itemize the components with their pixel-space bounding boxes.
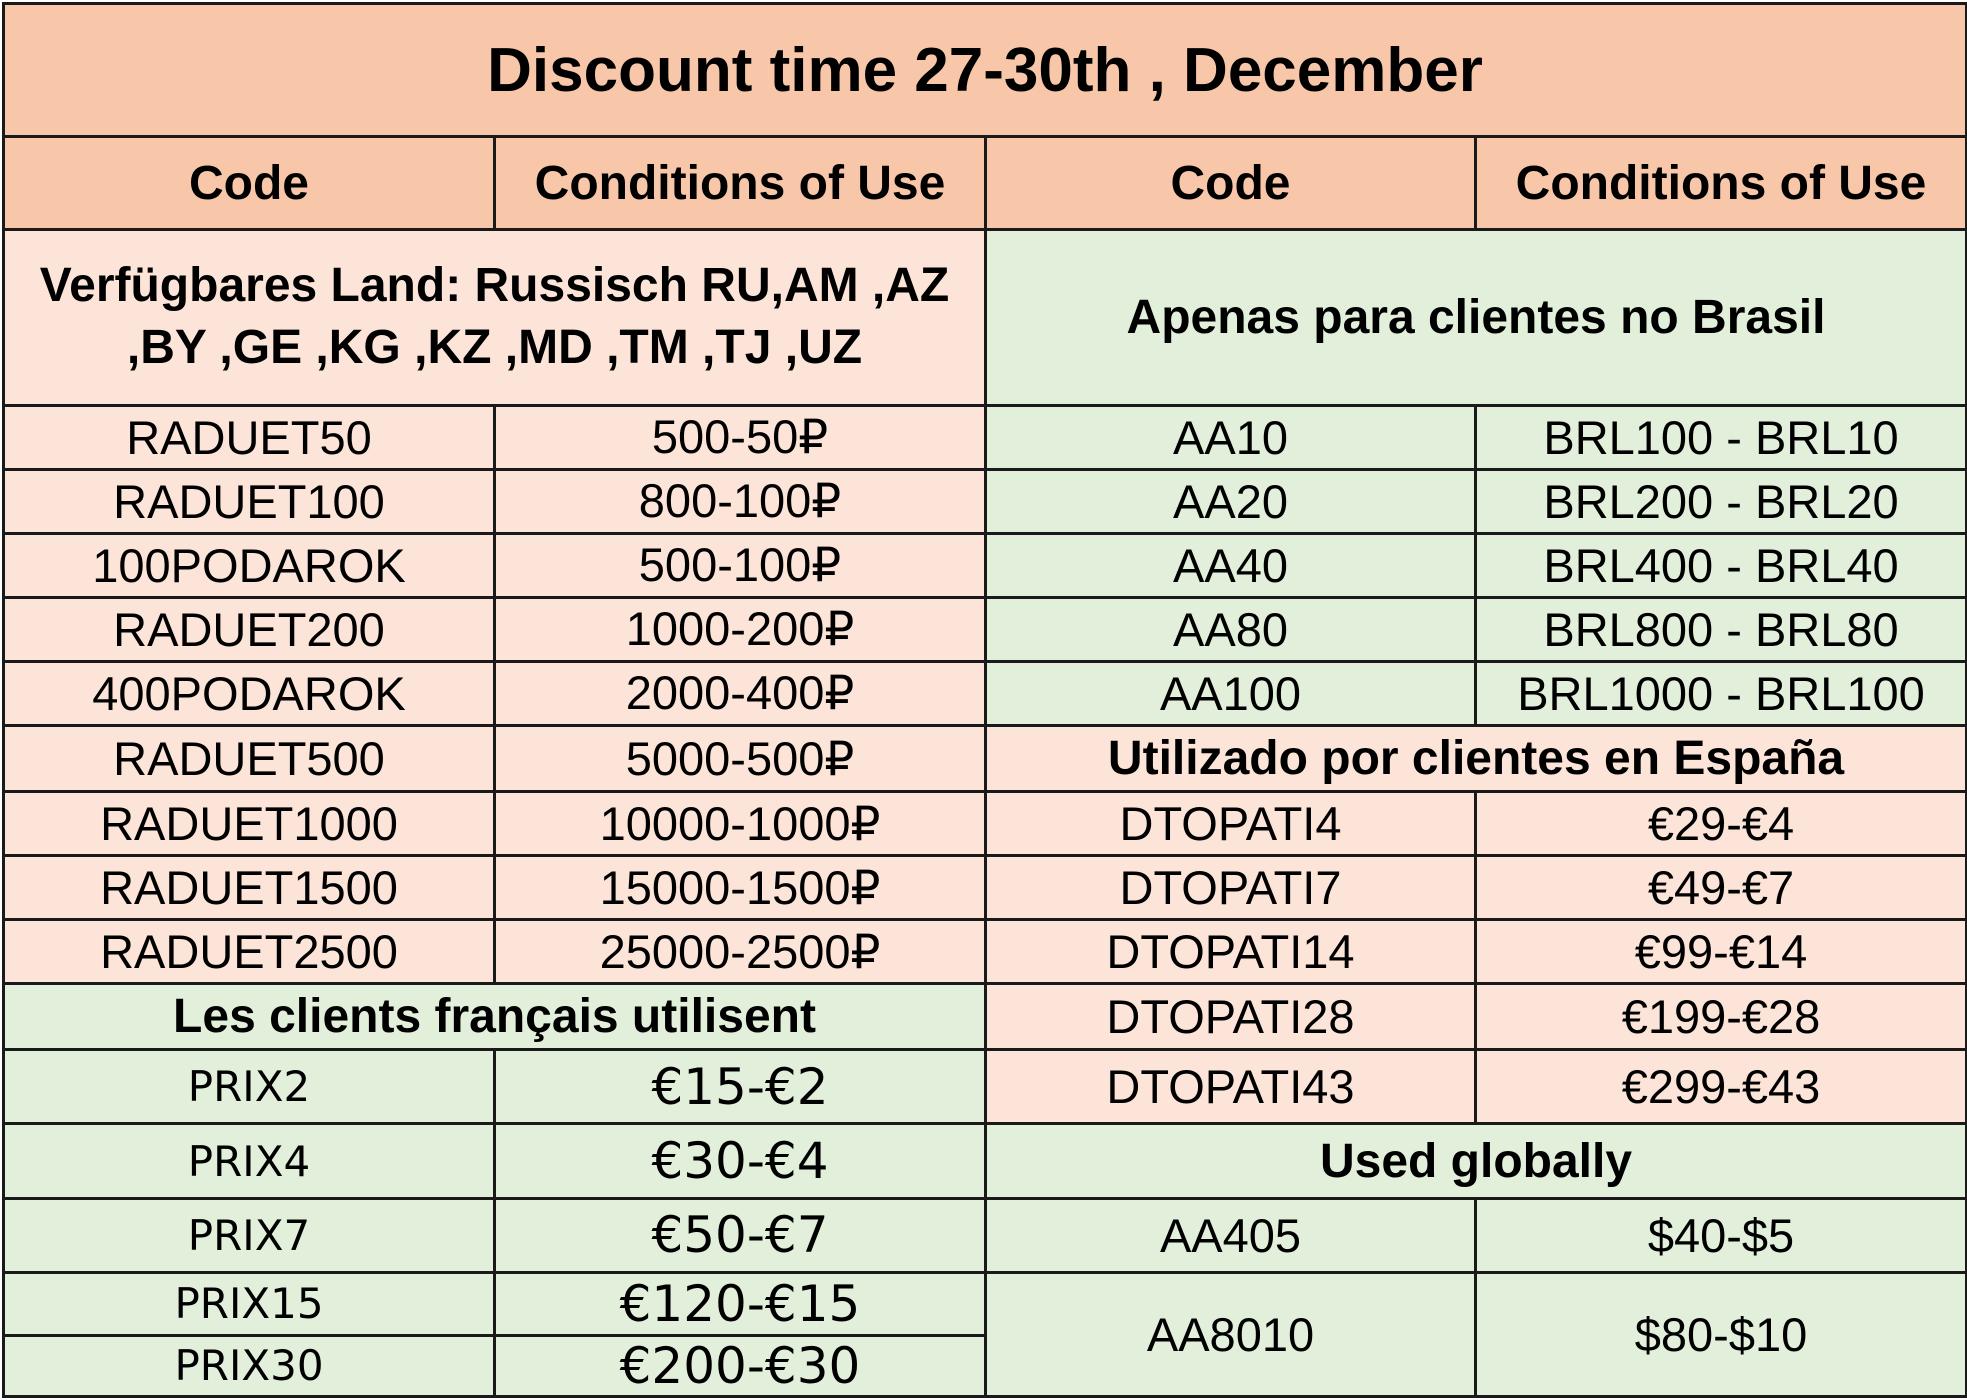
spain-code: DTOPATI28: [986, 984, 1476, 1050]
russia-code: 100PODAROK: [4, 533, 495, 597]
global-condition: $80-$10: [1476, 1272, 1967, 1396]
brazil-code: AA40: [986, 533, 1476, 597]
spain-condition: €29-€4: [1476, 792, 1967, 856]
brazil-condition: BRL400 - BRL40: [1476, 533, 1967, 597]
spain-code: DTOPATI43: [986, 1050, 1476, 1124]
russia-code: 400PODAROK: [4, 661, 495, 725]
russia-condition: 800-100₽: [495, 469, 986, 533]
brazil-condition: BRL800 - BRL80: [1476, 597, 1967, 661]
russia-condition: 25000-2500₽: [495, 920, 986, 984]
france-condition: €30-€4: [495, 1124, 986, 1198]
brazil-code: AA80: [986, 597, 1476, 661]
russia-condition: 500-50₽: [495, 405, 986, 469]
france-condition: €200-€30: [495, 1335, 986, 1396]
brazil-condition: BRL100 - BRL10: [1476, 405, 1967, 469]
spain-section-heading: Utilizado por clientes en España: [986, 725, 1967, 791]
brazil-condition: BRL1000 - BRL100: [1476, 661, 1967, 725]
brazil-code: AA100: [986, 661, 1476, 725]
header-code-left: Code: [4, 137, 495, 230]
discount-table: [2, 2, 1967, 1398]
spain-code: DTOPATI4: [986, 792, 1476, 856]
france-condition: €15-€2: [495, 1050, 986, 1124]
spain-code: DTOPATI7: [986, 856, 1476, 920]
global-condition: $40-$5: [1476, 1198, 1967, 1272]
russia-condition: 1000-200₽: [495, 597, 986, 661]
brazil-condition: BRL200 - BRL20: [1476, 469, 1967, 533]
russia-code: RADUET1500: [4, 856, 495, 920]
russia-condition: 10000-1000₽: [495, 792, 986, 856]
russia-condition: 500-100₽: [495, 533, 986, 597]
global-code: AA405: [986, 1198, 1476, 1272]
global-section-heading: Used globally: [986, 1124, 1967, 1198]
russia-section-heading: Verfügbares Land: Russisch RU,AM ,AZ ,BY ,GE ,KG ,KZ ,MD ,TM ,TJ ,UZ: [4, 230, 986, 405]
russia-condition: 2000-400₽: [495, 661, 986, 725]
france-section-heading: Les clients français utilisent: [4, 984, 986, 1050]
spain-condition: €299-€43: [1476, 1050, 1967, 1124]
spain-code: DTOPATI14: [986, 920, 1476, 984]
spain-condition: €49-€7: [1476, 856, 1967, 920]
france-code: PRIX15: [4, 1272, 495, 1335]
spain-condition: €199-€28: [1476, 984, 1967, 1050]
russia-code: RADUET100: [4, 469, 495, 533]
table-title: Discount time 27-30th , December: [4, 4, 1967, 137]
russia-code: RADUET200: [4, 597, 495, 661]
russia-code: RADUET2500: [4, 920, 495, 984]
brazil-code: AA20: [986, 469, 1476, 533]
global-code: AA8010: [986, 1272, 1476, 1396]
france-condition: €50-€7: [495, 1198, 986, 1272]
spain-condition: €99-€14: [1476, 920, 1967, 984]
header-conditions-left: Conditions of Use: [495, 137, 986, 230]
france-code: PRIX4: [4, 1124, 495, 1198]
france-condition: €120-€15: [495, 1272, 986, 1335]
header-code-right: Code: [986, 137, 1476, 230]
brazil-code: AA10: [986, 405, 1476, 469]
russia-condition: 5000-500₽: [495, 725, 986, 791]
france-code: PRIX7: [4, 1198, 495, 1272]
russia-code: RADUET50: [4, 405, 495, 469]
russia-code: RADUET1000: [4, 792, 495, 856]
russia-code: RADUET500: [4, 725, 495, 791]
russia-condition: 15000-1500₽: [495, 856, 986, 920]
brazil-section-heading: Apenas para clientes no Brasil: [986, 230, 1967, 405]
france-code: PRIX2: [4, 1050, 495, 1124]
france-code: PRIX30: [4, 1335, 495, 1396]
header-conditions-right: Conditions of Use: [1476, 137, 1967, 230]
